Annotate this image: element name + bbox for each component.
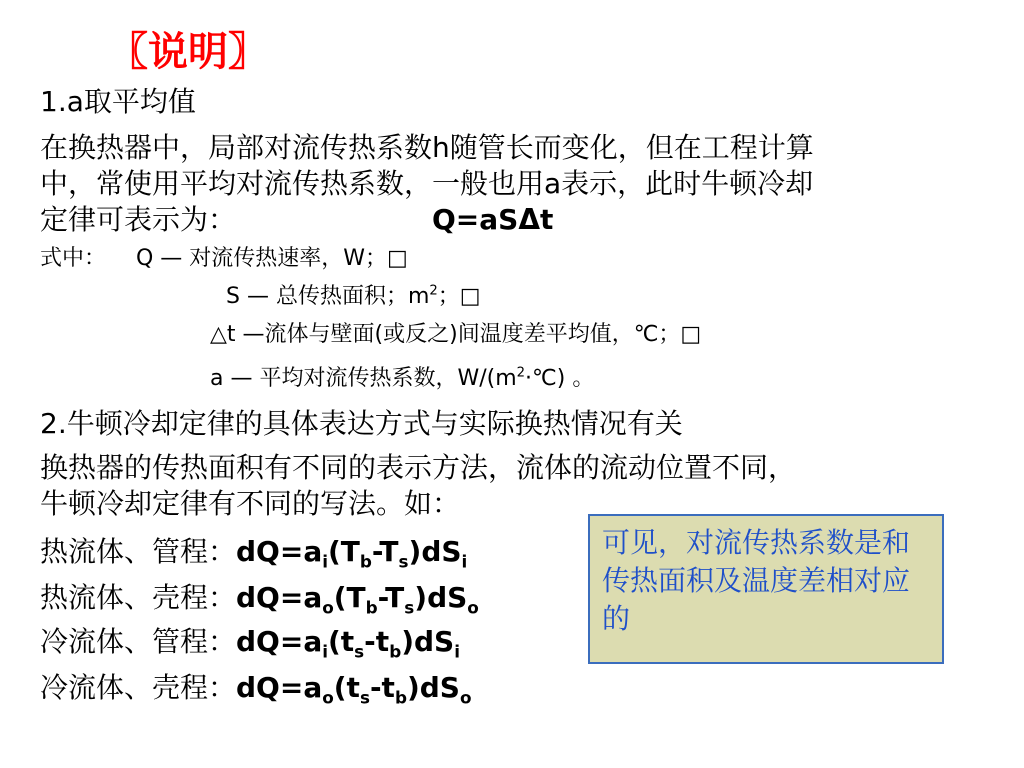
definition-s: S — 总传热面积；$m^2$；□ [226, 283, 481, 309]
section2-para-line2: 牛顿冷却定律有不同的写法。如： [40, 487, 461, 520]
case-cold-shell: 冷流体、壳程：$dQ=a_o(t_s-t_b)dS_o$ [40, 671, 472, 708]
section2-para-line1: 换热器的传热面积有不同的表示方法，流体的流动位置不同， [40, 451, 797, 484]
definitions-lead: 式中： [40, 246, 107, 271]
note-box [588, 514, 944, 664]
slide-title: 〖说明〗 [108, 29, 268, 75]
section2-heading: 2.牛顿冷却定律的具体表达方式与实际换热情况有关 [40, 407, 683, 440]
definition-q: Q — 对流传热速率，W；□ [136, 246, 408, 271]
newton-law-formula: Q=aSΔt [432, 203, 554, 236]
definition-a: a — 平均对流传热系数，$W/(m^2\cdot℃)$ 。 [210, 365, 595, 391]
section1-para-line3 [40, 202, 236, 238]
case-formula: $dQ=a_o(T_b-T_s)dS_o$ [236, 581, 479, 618]
law-intro-text: 定律可表示为： [40, 203, 237, 236]
case-cold-tube: 冷流体、管程：$dQ=a_i(t_s-t_b)dS_i$ [40, 625, 460, 662]
section1-para-line1: 在换热器中，局部对流传热系数h随管长而变化，但在工程计算 [40, 131, 814, 164]
case-formula: $dQ=a_i(t_s-t_b)dS_i$ [236, 625, 460, 662]
case-hot-shell: 热流体、壳程：$dQ=a_o(T_b-T_s)dS_o$ [40, 581, 479, 618]
note-text: 可见，对流传热系数是和传热面积及温度差相对应的 [602, 526, 911, 635]
case-formula: $dQ=a_i(T_b-T_s)dS_i$ [236, 535, 468, 572]
case-formula: $dQ=a_o(t_s-t_b)dS_o$ [236, 671, 472, 708]
case-hot-tube: 热流体、管程：$dQ=a_i(T_b-T_s)dS_i$ [40, 535, 468, 572]
section1-para-line2: 中，常使用平均对流传热系数，一般也用a表示，此时牛顿冷却 [40, 167, 814, 200]
section1-heading: 1.a取平均值 [40, 85, 196, 118]
definition-dt: △t —流体与壁面(或反之)间温度差平均值，℃；□ [210, 322, 702, 347]
